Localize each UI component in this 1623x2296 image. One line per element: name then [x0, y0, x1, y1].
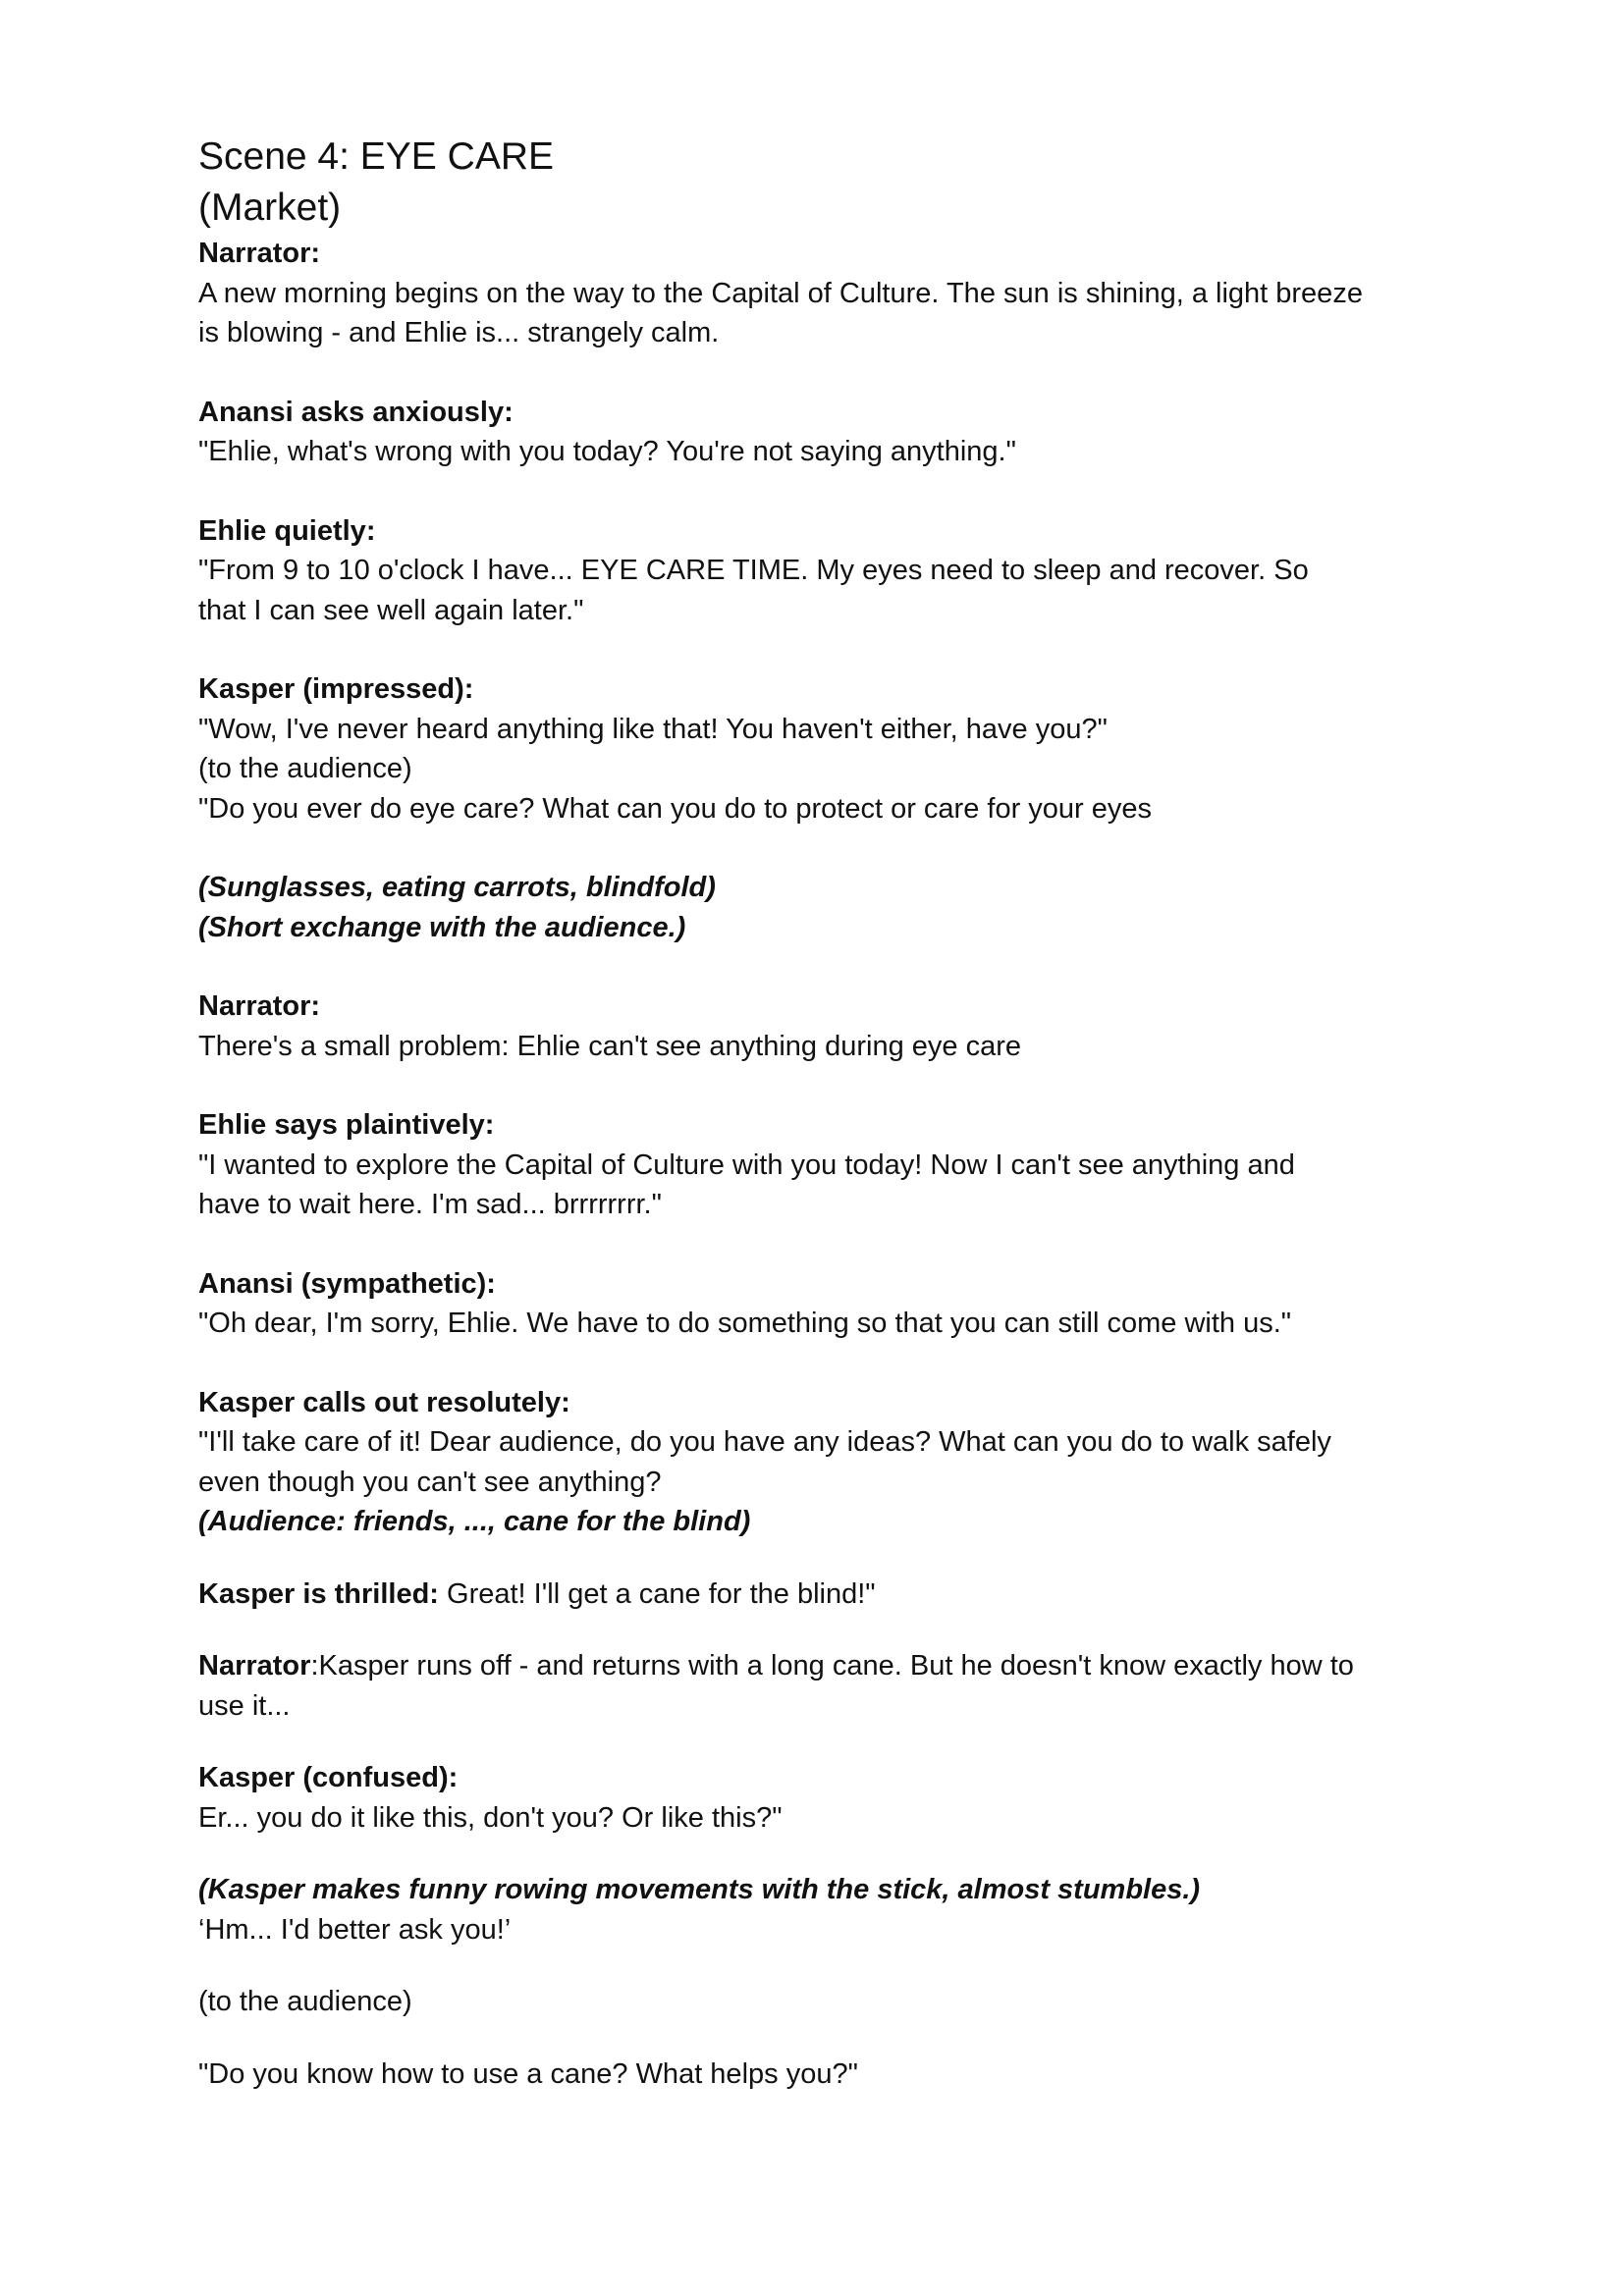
- narrator-block: [198, 234, 1465, 353]
- dialogue-line: use it...: [198, 1689, 291, 1722]
- ehlie-block: [198, 1105, 1465, 1225]
- kasper-block: [198, 1575, 1465, 1615]
- anansi-block: [198, 393, 1465, 472]
- dialogue-line: "I'll take care of it! Dear audience, do you have any ideas? What can you do to walk safely: [198, 1426, 1331, 1458]
- stage-direction: (Sunglasses, eating carrots, blindfold): [198, 872, 716, 903]
- speaker-label: Ehlie quietly:: [198, 514, 376, 547]
- dialogue-line: even though you can't see anything?: [198, 1466, 662, 1498]
- speaker-label: Narrator: [198, 1650, 311, 1682]
- dialogue-line: ‘Hm... I'd better ask you!’: [198, 1913, 512, 1946]
- dialogue-line: There's a small problem: Ehlie can't see anything during eye care: [198, 1030, 1022, 1062]
- dialogue-line: (to the audience): [198, 753, 412, 784]
- script-page: [198, 132, 1465, 2094]
- anansi-block: [198, 1264, 1465, 1344]
- dialogue-line: "Do you ever do eye care? What can you do to protect or care for your eyes: [198, 792, 1153, 825]
- speaker-label: Kasper calls out resolutely:: [198, 1386, 570, 1418]
- stage-direction-block: [198, 1870, 1465, 1949]
- kasper-block: [198, 1383, 1465, 1542]
- ehlie-block: [198, 511, 1465, 631]
- question-block: [198, 2055, 1465, 2095]
- dialogue-line: have to wait here. I'm sad... brrrrrrrr.": [198, 1189, 662, 1220]
- dialogue-line: "I wanted to explore the Capital of Culture with you today! Now I can't see anything and: [198, 1148, 1295, 1181]
- speaker-label: Ehlie says plaintively:: [198, 1109, 495, 1141]
- stage-direction-block: [198, 868, 1465, 947]
- dialogue-line: "Do you know how to use a cane? What helps you?": [198, 2057, 858, 2090]
- narrator-block: [198, 1646, 1465, 1726]
- speaker-label: Narrator:: [198, 990, 321, 1022]
- stage-direction: (Kasper makes funny rowing movements with the stick, almost stumbles.): [198, 1874, 1201, 1905]
- narrator-block: [198, 987, 1465, 1066]
- dialogue-line: "Oh dear, I'm sorry, Ehlie. We have to do something so that you can still come with us.": [198, 1308, 1292, 1339]
- dialogue-line: A new morning begins on the way to the Capital of Culture. The sun is shining, a light breeze: [198, 277, 1363, 309]
- speaker-label: Narrator:: [198, 238, 321, 269]
- dialogue-text: Great! I'll get a cane for the blind!": [438, 1577, 876, 1610]
- scene-location: (Market): [198, 187, 342, 229]
- stage-direction: (Audience: friends, ..., cane for the blind): [198, 1506, 751, 1537]
- dialogue-line: that I can see well again later.": [198, 594, 584, 626]
- dialogue-line: [198, 1575, 1465, 1615]
- speaker-label: Anansi (sympathetic):: [198, 1267, 496, 1300]
- dialogue-line: "Wow, I've never heard anything like that! You haven't either, have you?": [198, 713, 1108, 745]
- dialogue-line: (to the audience): [198, 1986, 412, 2017]
- dialogue-text: :Kasper runs off - and returns with a long cane. But he doesn't know exactly how to: [310, 1650, 1354, 1682]
- aside-block: [198, 1982, 1465, 2022]
- stage-direction: (Short exchange with the audience.): [198, 911, 686, 943]
- dialogue-line: "Ehlie, what's wrong with you today? You're not saying anything.": [198, 436, 1016, 467]
- kasper-block: [198, 669, 1465, 828]
- dialogue-line: Er... you do it like this, don't you? Or like this?": [198, 1801, 783, 1834]
- speaker-label: Anansi asks anxiously:: [198, 396, 514, 428]
- speaker-label: Kasper is thrilled:: [198, 1577, 439, 1610]
- speaker-label: Kasper (confused):: [198, 1762, 459, 1793]
- dialogue-line: "From 9 to 10 o'clock I have... EYE CARE TIME. My eyes need to sleep and recover. So: [198, 555, 1309, 586]
- dialogue-line: [198, 1646, 1465, 1686]
- dialogue-line: is blowing - and Ehlie is... strangely calm.: [198, 317, 720, 348]
- kasper-block: [198, 1758, 1465, 1838]
- scene-title: Scene 4: EYE CARE: [198, 135, 555, 178]
- speaker-label: Kasper (impressed):: [198, 673, 474, 705]
